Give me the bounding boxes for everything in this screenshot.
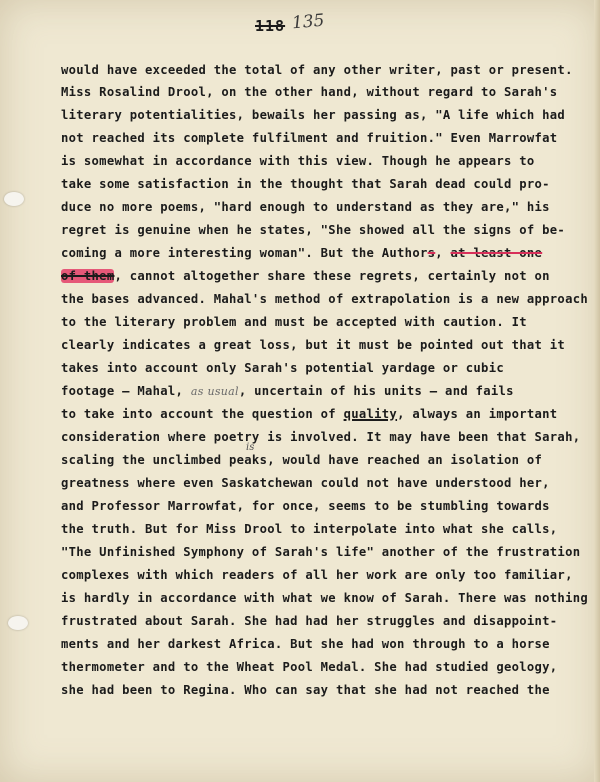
page-edge: [594, 0, 600, 782]
text-segment: footage — Mahal,: [61, 384, 191, 398]
text-segment: , always an important: [397, 407, 558, 421]
text-line-19: greatness where even Saskatchewan could not have understood her,: [61, 476, 550, 490]
text-line-11: the bases advanced. Mahal's method of extrapolation is a new approach: [61, 292, 588, 306]
text-line-17: consideration where poetry is involved. It may have been that Sarah,: [61, 430, 581, 444]
text-line-1: would have exceeded the total of any other writer, past or present.: [61, 63, 573, 77]
text-line-16: [61, 406, 557, 422]
text-segment: , cannot altogether share these regrets, certainly not on: [114, 269, 550, 283]
text-line-12: to the literary problem and must be accepted with caution. It: [61, 315, 527, 329]
punch-hole-top: [4, 192, 24, 206]
text-line-13: clearly indicates a great loss, but it must be pointed out that it: [61, 338, 566, 352]
text-line-23: complexes with which readers of all her work are only too familiar,: [61, 568, 573, 582]
text-line-14: takes into account only Sarah's potential yardage or cubic: [61, 361, 504, 375]
text-line-22: "The Unfinished Symphony of Sarah's life" another of the frustration: [61, 545, 581, 559]
text-segment: ,: [435, 246, 451, 260]
handwritten-annotation: as usual: [190, 385, 239, 398]
text-line-6: take some satisfaction in the thought that Sarah dead could pro-: [61, 177, 550, 191]
text-line-7: duce no more poems, "hard enough to understand as they are," his: [61, 200, 550, 214]
text-line-24: is hardly in accordance with what we know of Sarah. There was nothing: [61, 591, 588, 605]
underlined-word: quality: [343, 407, 398, 421]
text-line-2: Miss Rosalind Drool, on the other hand, without regard to Sarah's: [61, 85, 558, 99]
text-line-25: frustrated about Sarah. She had had her struggles and disappoint-: [61, 614, 558, 628]
text-segment: , uncertain of his units — and fails: [238, 384, 514, 398]
text-line-26: ments and her darkest Africa. But she had won through to a horse: [61, 637, 550, 651]
struck-letter: s: [427, 246, 436, 260]
text-line-4: not reached its complete fulfilment and fruition." Even Marrowfat: [61, 131, 558, 145]
text-segment: to take into account the question of: [61, 407, 344, 421]
text-line-9: [61, 245, 542, 261]
punch-hole-bottom: [8, 616, 28, 630]
text-line-5: is somewhat in accordance with this view. Though he appears to: [61, 154, 535, 168]
text-line-3: literary potentialities, bewails her passing as, "A life which had: [61, 108, 566, 122]
struck-phrase: at least one: [450, 246, 543, 260]
text-line-10: [61, 268, 550, 284]
text-line-15: [61, 383, 514, 400]
text-line-8: regret is genuine when he states, "She showed all the signs of be-: [61, 223, 566, 237]
text-line-18: scaling the unclimbed peaks, would have reached an isolation of: [61, 453, 543, 467]
highlighted-strikeout: of them: [61, 269, 115, 283]
text-line-21: the truth. But for Miss Drool to interpolate into what she calls,: [61, 522, 558, 536]
text-line-27: thermometer and to the Wheat Pool Medal. She had studied geology,: [61, 660, 558, 674]
handwritten-page-number: 135: [291, 10, 326, 34]
typed-page-number: 118: [255, 17, 286, 35]
text-line-28: she had been to Regina. Who can say that she had not reached the: [61, 683, 550, 697]
text-segment: coming a more interesting woman". But the Author: [61, 246, 428, 260]
handwritten-insertion: is: [246, 442, 255, 453]
text-line-20: and Professor Marrowfat, for once, seems to be stumbling towards: [61, 499, 550, 513]
